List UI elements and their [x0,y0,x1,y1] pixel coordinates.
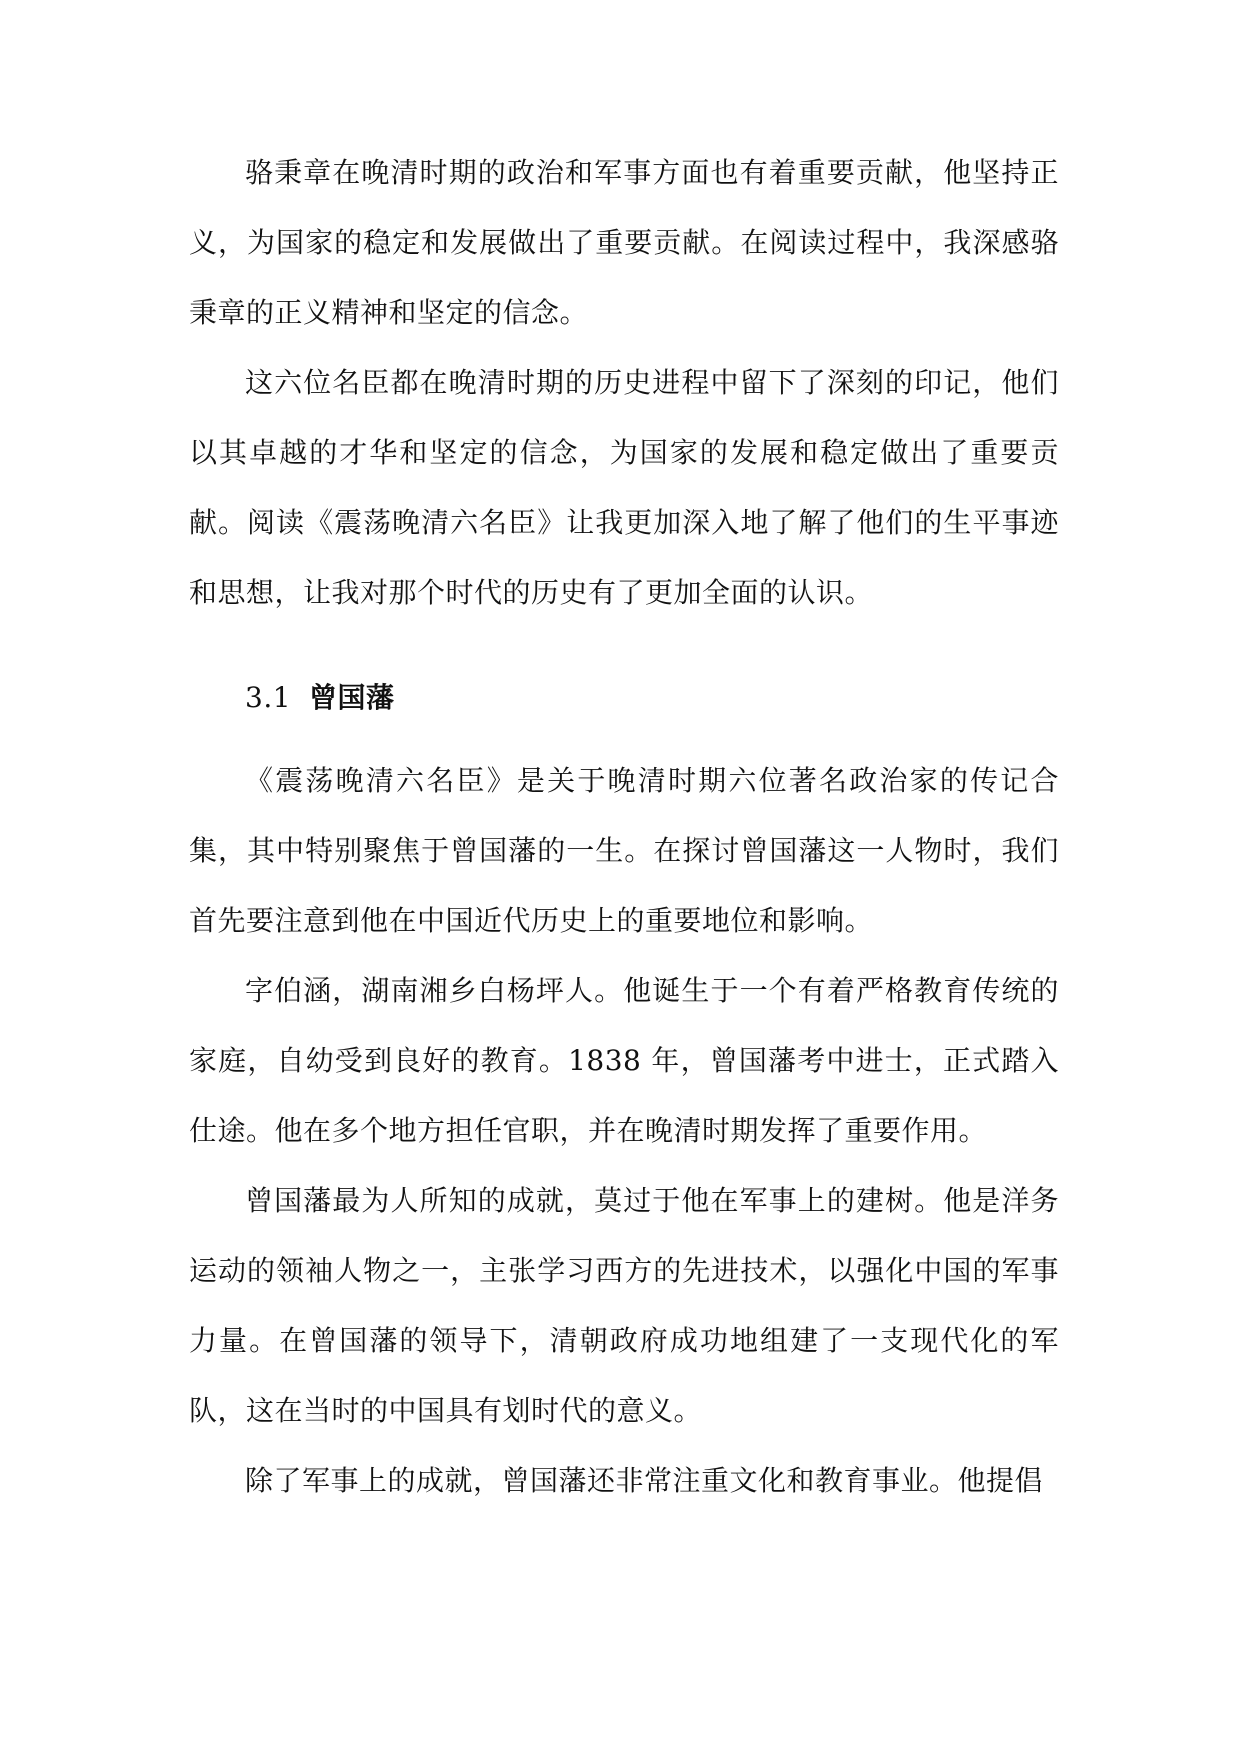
paragraph-military-achievements: 曾国藩最为人所知的成就，莫过于他在军事上的建树。他是洋务运动的领袖人物之一，主张学习西方的先进技术，以强化中国的军事力量。在曾国藩的领导下，清朝政府成功地组建了一支现代化的军队，这在当时的中国具有划时代的意义。 [189,1184,1059,1427]
paragraph-six-ministers-summary: 这六位名臣都在晚清时期的历史进程中留下了深刻的印记，他们以其卓越的才华和坚定的信念，为国家的发展和稳定做出了重要贡献。阅读《震荡晚清六名臣》让我更加深入地了解了他们的生平事迹和思想，让我对那个时代的历史有了更加全面的认识。 [189,366,1059,609]
section-heading [189,650,1059,746]
paragraph-luo-bingzhang: 骆秉章在晚清时期的政治和军事方面也有着重要贡献，他坚持正义，为国家的稳定和发展做出了重要贡献。在阅读过程中，我深感骆秉章的正义精神和坚定的信念。 [189,156,1059,329]
document-body [189,138,1059,1516]
paragraph-early-life: 字伯涵，湖南湘乡白杨坪人。他诞生于一个有着严格教育传统的家庭，自幼受到良好的教育。1838 年，曾国藩考中进士，正式踏入仕途。他在多个地方担任官职，并在晚清时期发挥了重要作用。 [189,974,1059,1147]
section-title: 曾国藩 [309,681,395,714]
section-number: 3.1 [245,681,292,714]
paragraph-culture-education: 除了军事上的成就，曾国藩还非常注重文化和教育事业。他提倡 [245,1464,1044,1497]
paragraph-book-intro: 《震荡晚清六名臣》是关于晚清时期六位著名政治家的传记合集，其中特别聚焦于曾国藩的一生。在探讨曾国藩这一人物时，我们首先要注意到他在中国近代历史上的重要地位和影响。 [189,764,1059,937]
